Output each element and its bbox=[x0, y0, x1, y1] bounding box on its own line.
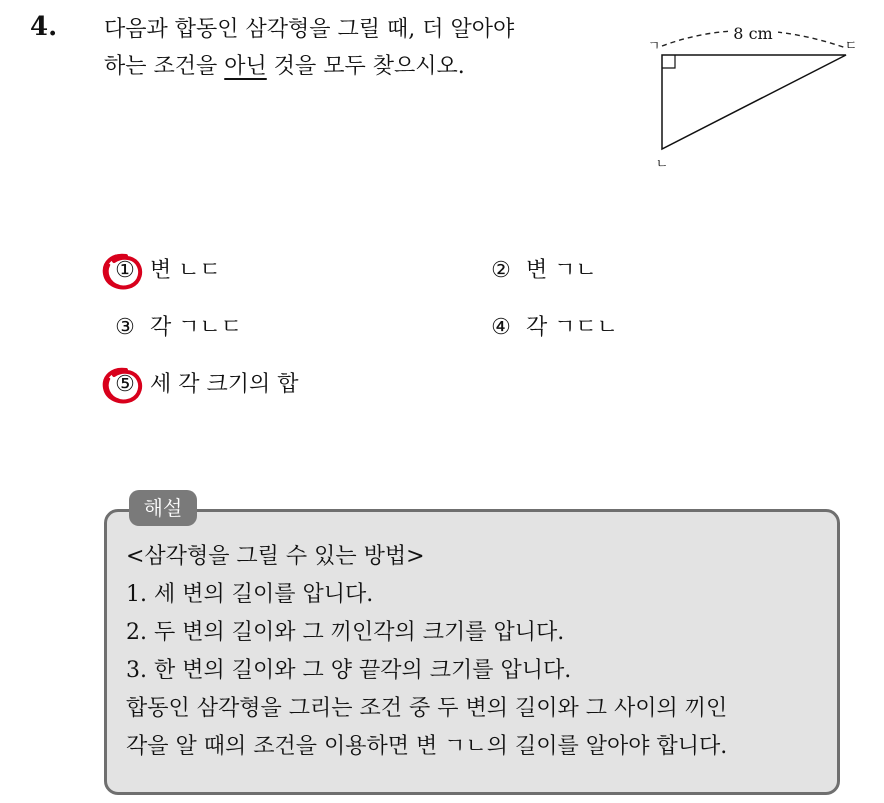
option-4-number: ④ bbox=[491, 315, 511, 340]
solution-line: 각을 알 때의 조건을 이용하면 변 ㄱㄴ의 길이를 알아야 합니다. bbox=[126, 734, 728, 759]
question-number: 4. bbox=[30, 12, 58, 42]
vertex-label-top-right: ㄷ bbox=[844, 39, 858, 54]
solution-badge: 해설 bbox=[129, 490, 197, 526]
vertex-label-top-left: ㄱ bbox=[647, 39, 661, 54]
option-2-text: 변 ㄱㄴ bbox=[526, 258, 597, 283]
option-1-text: 변 ㄴㄷ bbox=[150, 258, 221, 283]
length-label: 8 cm bbox=[733, 24, 773, 43]
solution-line: 2. 두 변의 길이와 그 끼인각의 크기를 압니다. bbox=[126, 620, 565, 645]
question-line-2 bbox=[104, 48, 624, 85]
solution-line: 1. 세 변의 길이를 압니다. bbox=[126, 582, 374, 607]
solution-line: <삼각형을 그릴 수 있는 방법> bbox=[126, 544, 425, 569]
right-triangle bbox=[662, 55, 846, 149]
right-angle-mark bbox=[662, 55, 675, 68]
question-line-1: 다음과 합동인 삼각형을 그릴 때, 더 알아야 bbox=[104, 17, 515, 42]
question-text bbox=[104, 11, 624, 85]
option-4-text: 각 ㄱㄷㄴ bbox=[526, 315, 619, 340]
question-underlined-word: 아닌 bbox=[224, 54, 267, 79]
option-2-number: ② bbox=[491, 258, 511, 283]
question-line-2-after: 것을 모두 찾으시오. bbox=[266, 54, 465, 79]
vertex-label-bottom: ㄴ bbox=[655, 157, 669, 172]
option-5-number: ⑤ bbox=[115, 372, 135, 397]
triangle-figure bbox=[640, 20, 870, 180]
solution-line: 합동인 삼각형을 그리는 조건 중 두 변의 길이와 그 사이의 끼인 bbox=[126, 696, 728, 721]
option-1-number: ① bbox=[115, 258, 135, 283]
solution-line: 3. 한 변의 길이와 그 양 끝각의 크기를 압니다. bbox=[126, 658, 572, 683]
option-5-text: 세 각 크기의 합 bbox=[150, 372, 299, 397]
solution-text bbox=[126, 538, 838, 766]
option-3-number: ③ bbox=[115, 315, 135, 340]
question-line-2-before: 하는 조건을 bbox=[104, 54, 225, 79]
option-3-text: 각 ㄱㄴㄷ bbox=[150, 315, 243, 340]
